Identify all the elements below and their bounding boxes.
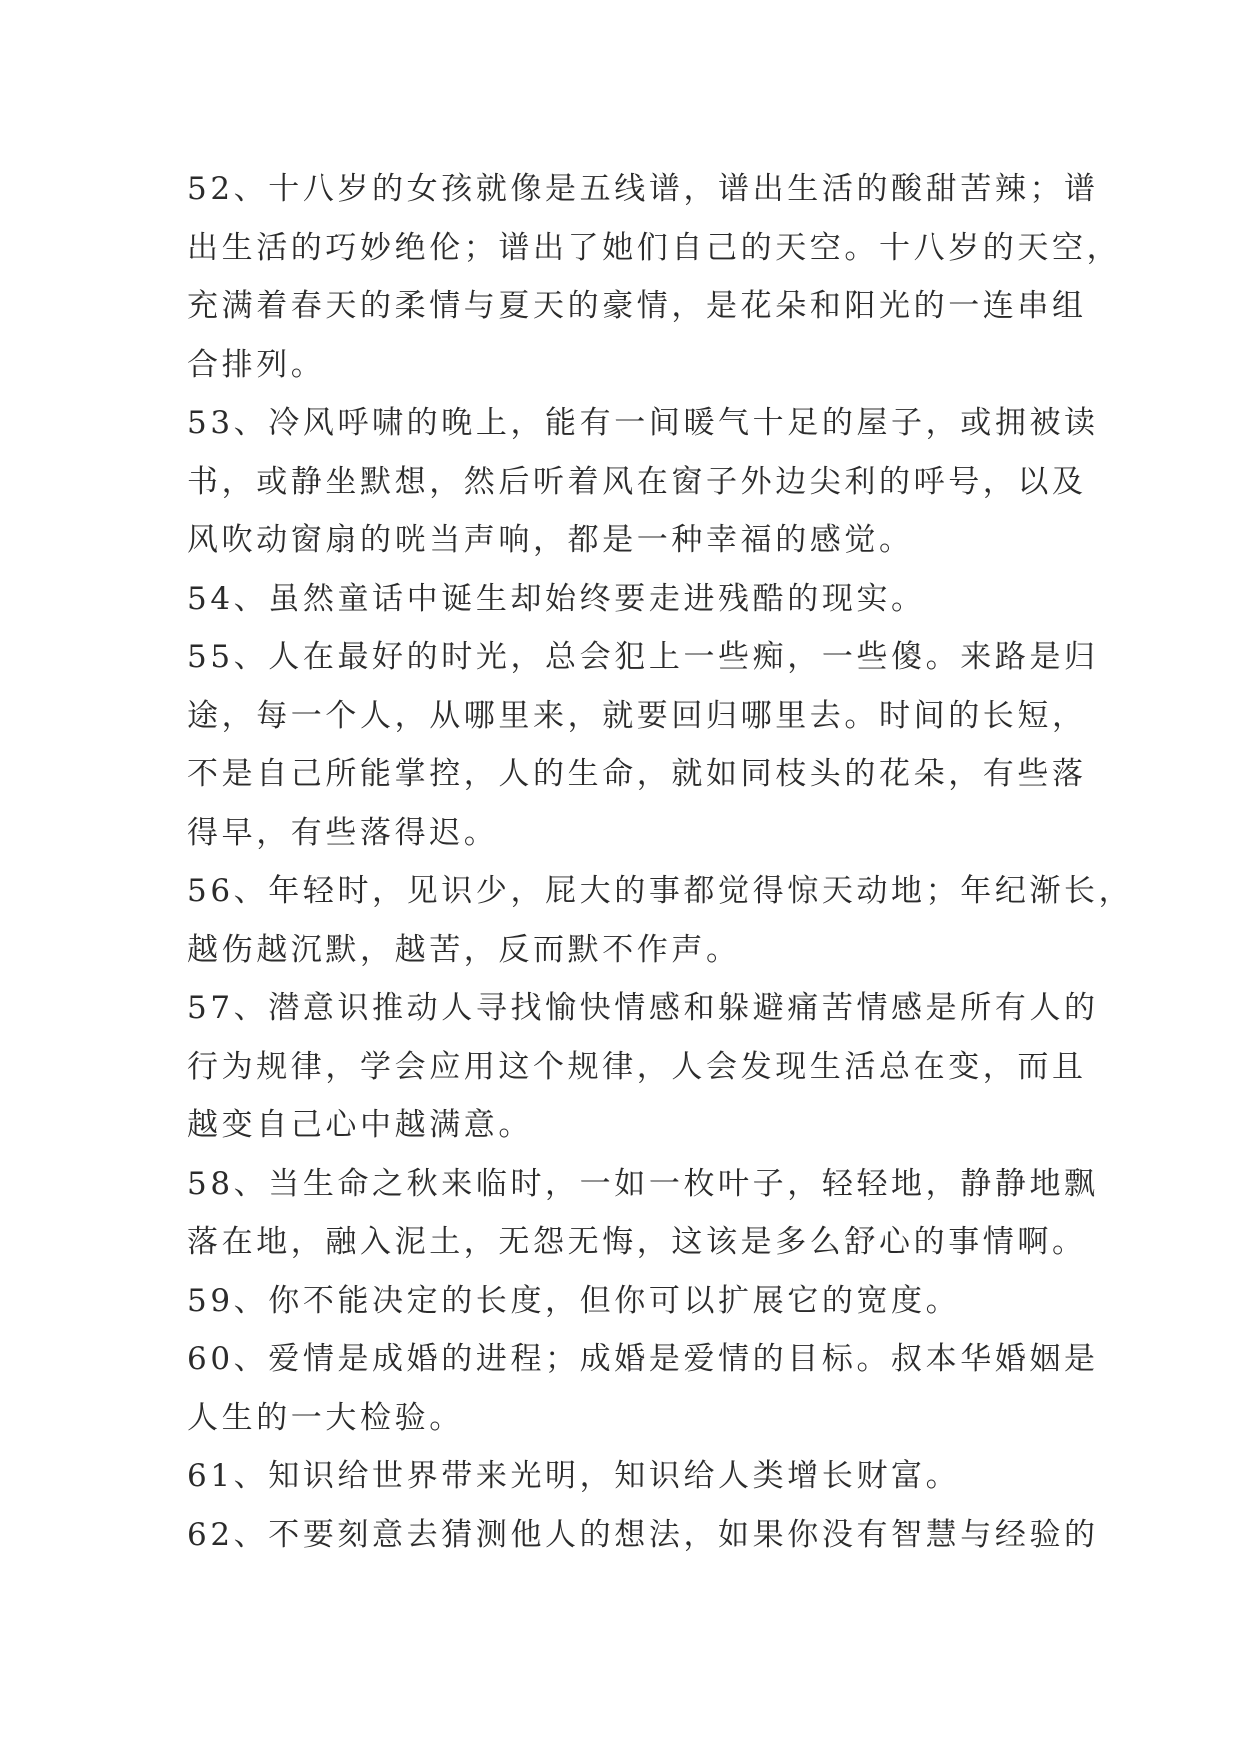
text-line: 充满着春天的柔情与夏天的豪情，是花朵和阳光的一连串组: [187, 288, 1087, 324]
text-line: 61、知识给世界带来光明，知识给人类增长财富。: [187, 1458, 961, 1494]
text-line: 56、年轻时，见识少，屁大的事都觉得惊天动地；年纪渐长，: [187, 873, 1134, 909]
text-line: 62、不要刻意去猜测他人的想法，如果你没有智慧与经验的: [187, 1516, 1099, 1553]
text-line: 越伤越沉默，越苦，反而默不作声。: [187, 931, 741, 968]
text-line: 54、虽然童话中诞生却始终要走进残酷的现实。: [187, 580, 926, 617]
text-line: 57、潜意识推动人寻找愉快情感和躲避痛苦情感是所有人的: [187, 990, 1099, 1026]
text-line: 人生的一大检验。: [187, 1399, 464, 1436]
text-line: 出生活的巧妙绝伦；谱出了她们自己的天空。十八岁的天空，: [187, 229, 1122, 266]
text-line: 行为规律，学会应用这个规律，人会发现生活总在变，而且: [187, 1048, 1087, 1085]
text-line: 不是自己所能掌控，人的生命，就如同枝头的花朵，有些落: [187, 756, 1087, 792]
text-line: 书，或静坐默想，然后听着风在窗子外边尖利的呼号，以及: [187, 463, 1087, 500]
text-line: 得早，有些落得迟。: [187, 814, 499, 851]
text-line: 58、当生命之秋来临时，一如一枚叶子，轻轻地，静静地飘: [187, 1165, 1099, 1202]
text-line: 落在地，融入泥土，无怨无悔，这该是多么舒心的事情啊。: [187, 1224, 1087, 1260]
text-line: 合排列。: [187, 346, 326, 383]
text-line: 55、人在最好的时光，总会犯上一些痴，一些傻。来路是归: [187, 639, 1099, 675]
text-line: 52、十八岁的女孩就像是五线谱，谱出生活的酸甜苦辣；谱: [187, 171, 1099, 207]
text-line: 途，每一个人，从哪里来，就要回归哪里去。时间的长短，: [187, 697, 1087, 734]
text-line: 风吹动窗扇的咣当声响，都是一种幸福的感觉。: [187, 522, 914, 558]
text-line: 53、冷风呼啸的晚上，能有一间暖气十足的屋子，或拥被读: [187, 405, 1099, 441]
text-line: 60、爱情是成婚的进程；成婚是爱情的目标。叔本华婚姻是: [187, 1341, 1099, 1377]
text-line: 越变自己心中越满意。: [187, 1107, 533, 1143]
text-line: 59、你不能决定的长度，但你可以扩展它的宽度。: [187, 1282, 961, 1319]
body-text: [187, 160, 1134, 1564]
